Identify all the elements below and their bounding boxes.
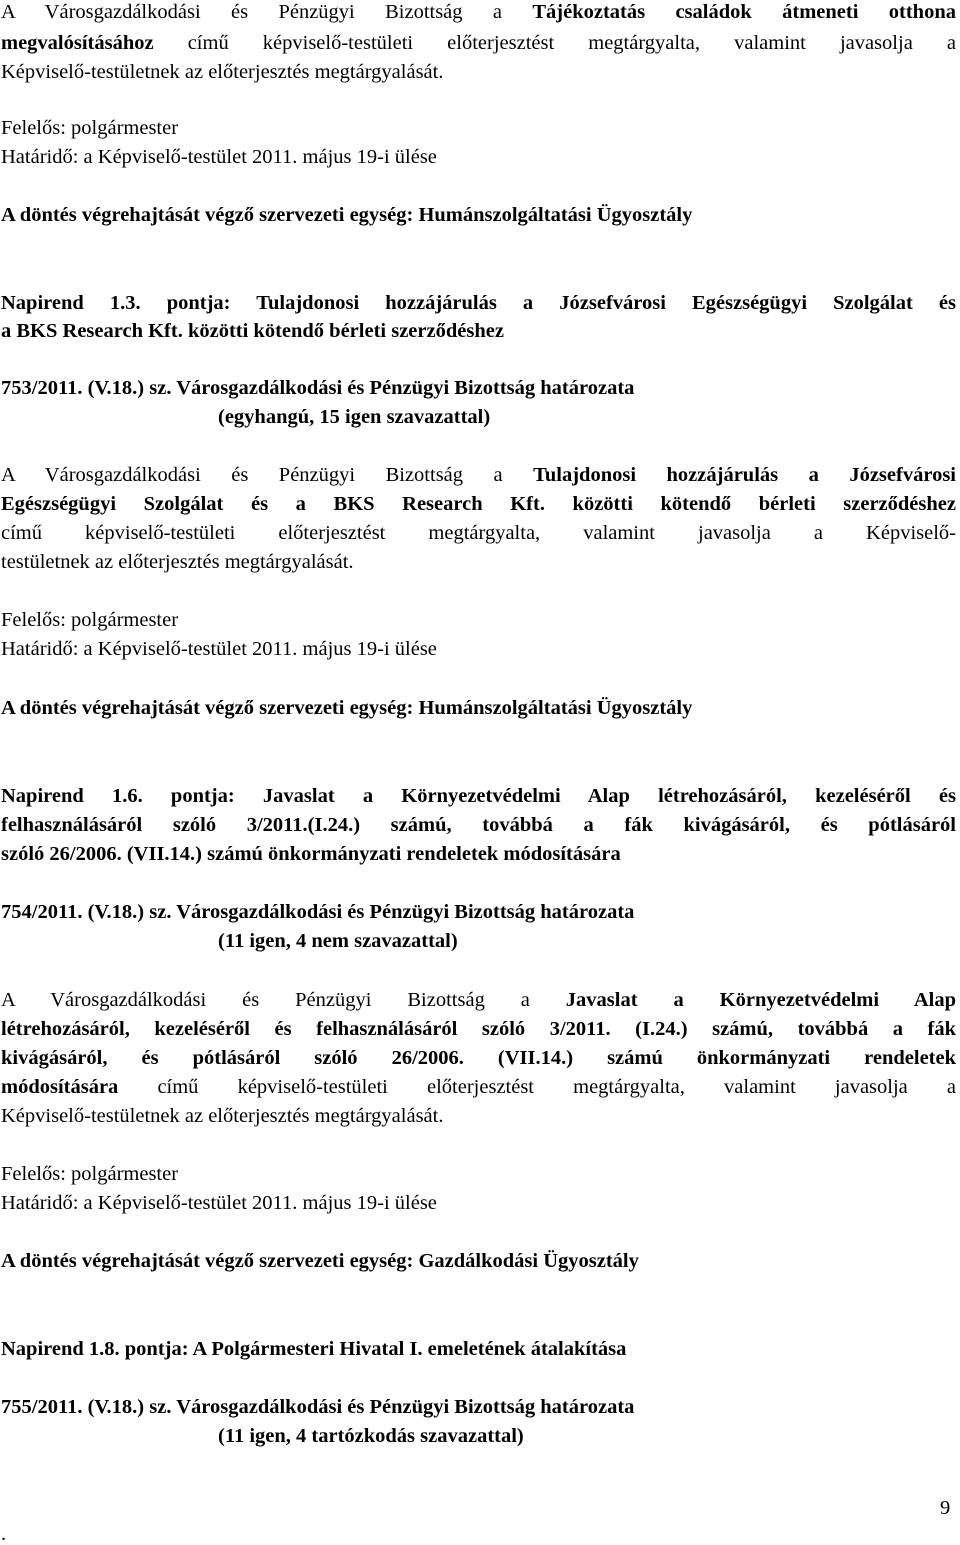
agenda-heading: Napirend 1.6. pontja: Javaslat a Környezetvédelmi Alap létrehozásáról, kezeléséről és	[1, 785, 956, 807]
agenda-heading: Napirend 1.8. pontja: A Polgármesteri Hivatal I. emeletének átalakítása	[1, 1338, 627, 1360]
deadline-line: Határidő: a Képviselő-testület 2011. május 19-i ülése	[1, 1192, 437, 1214]
executing-unit-line: A döntés végrehajtását végző szervezeti egység: Gazdálkodási Ügyosztály	[1, 1250, 639, 1272]
paragraph-line: megvalósításához című képviselő-testületi előterjesztést megtárgyalta, valamint javasolja a	[1, 32, 956, 54]
paragraph-line: módosítására című képviselő-testületi előterjesztést megtárgyalta, valamint javasolja a	[1, 1076, 956, 1098]
deadline-line: Határidő: a Képviselő-testület 2011. május 19-i ülése	[1, 638, 437, 660]
paragraph-line: testületnek az előterjesztés megtárgyalását.	[1, 551, 354, 573]
paragraph-line: című képviselő-testületi előterjesztést megtárgyalta, valamint javasolja a Képviselő-	[1, 522, 956, 544]
deadline-line: Határidő: a Képviselő-testület 2011. május 19-i ülése	[1, 146, 437, 168]
paragraph-line: Képviselő-testületnek az előterjesztés megtárgyalását.	[1, 61, 444, 83]
paragraph-line: létrehozásáról, kezeléséről és felhasználásáról szóló 3/2011. (I.24.) számú, továbbá a fák	[1, 1018, 956, 1040]
agenda-heading: szóló 26/2006. (VII.14.) számú önkormányzati rendeletek módosítására	[1, 843, 621, 865]
paragraph-line: kivágásáról, és pótlásáról szóló 26/2006. (VII.14.) számú önkormányzati rendeletek	[1, 1047, 956, 1069]
executing-unit-line: A döntés végrehajtását végző szervezeti egység: Humánszolgáltatási Ügyosztály	[1, 697, 693, 719]
agenda-heading: felhasználásáról szóló 3/2011.(I.24.) számú, továbbá a fák kivágásáról, és pótlásáról	[1, 814, 956, 836]
page-number: 9	[940, 1497, 951, 1519]
responsible-line: Felelős: polgármester	[1, 1163, 179, 1185]
paragraph-line: A Városgazdálkodási és Pénzügyi Bizottság a Tájékoztatás családok átmeneti otthona	[1, 1, 956, 23]
executing-unit-line: A döntés végrehajtását végző szervezeti egység: Humánszolgáltatási Ügyosztály	[1, 204, 693, 226]
resolution-number: 754/2011. (V.18.) sz. Városgazdálkodási és Pénzügyi Bizottság határozata	[1, 901, 635, 923]
vote-result: (egyhangú, 15 igen szavazattal)	[218, 406, 491, 428]
vote-result: (11 igen, 4 tartózkodás szavazattal)	[218, 1425, 524, 1447]
resolution-number: 753/2011. (V.18.) sz. Városgazdálkodási és Pénzügyi Bizottság határozata	[1, 377, 635, 399]
footer-mark: .	[1, 1523, 7, 1545]
vote-result: (11 igen, 4 nem szavazattal)	[218, 930, 458, 952]
agenda-heading: Napirend 1.3. pontja: Tulajdonosi hozzájárulás a Józsefvárosi Egészségügyi Szolgálat és	[1, 292, 956, 314]
paragraph-line: A Városgazdálkodási és Pénzügyi Bizottság a Tulajdonosi hozzájárulás a Józsefvárosi	[1, 464, 956, 486]
paragraph-line: A Városgazdálkodási és Pénzügyi Bizottság a Javaslat a Környezetvédelmi Alap	[1, 989, 957, 1011]
agenda-heading: a BKS Research Kft. közötti kötendő bérleti szerződéshez	[1, 320, 504, 342]
responsible-line: Felelős: polgármester	[1, 609, 179, 631]
paragraph-line: Képviselő-testületnek az előterjesztés megtárgyalását.	[1, 1105, 444, 1127]
responsible-line: Felelős: polgármester	[1, 117, 179, 139]
paragraph-line: Egészségügyi Szolgálat és a BKS Research Kft. közötti kötendő bérleti szerződéshez	[1, 493, 956, 515]
resolution-number: 755/2011. (V.18.) sz. Városgazdálkodási és Pénzügyi Bizottság határozata	[1, 1396, 635, 1418]
